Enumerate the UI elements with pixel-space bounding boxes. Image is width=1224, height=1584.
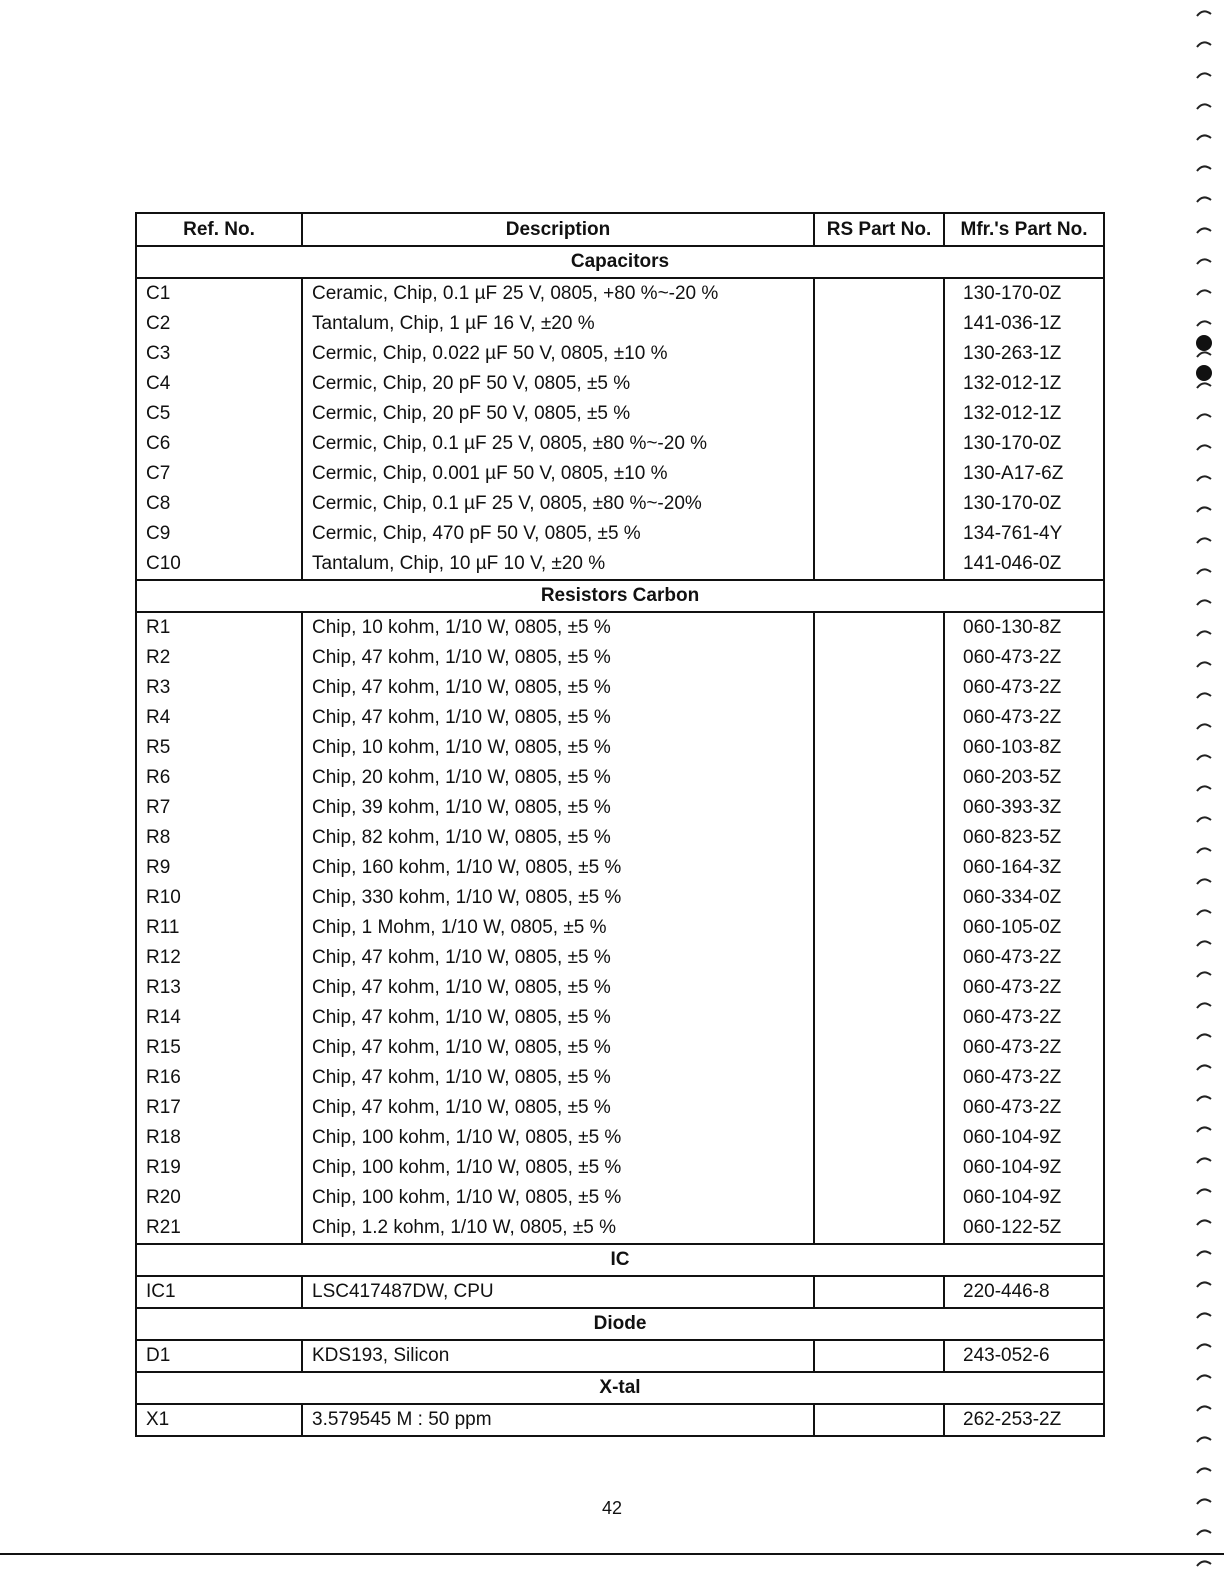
binding-hole-mark (1197, 135, 1211, 140)
binding-hole-filled (1196, 335, 1212, 351)
cell-description: Chip, 20 kohm, 1/10 W, 0805, ±5 % (302, 763, 814, 793)
table-row (136, 1183, 1104, 1213)
cell-description: 3.579545 M : 50 ppm (302, 1404, 814, 1436)
cell-ref-no: R20 (136, 1183, 302, 1213)
table-row (136, 1340, 1104, 1372)
cell-ref-no: R6 (136, 763, 302, 793)
binding-hole-mark (1197, 755, 1211, 760)
table-row (136, 489, 1104, 519)
binding-hole-mark (1197, 414, 1211, 419)
binding-hole-mark (1197, 1344, 1211, 1349)
cell-ref-no: X1 (136, 1404, 302, 1436)
binding-hole-mark (1197, 817, 1211, 822)
cell-ref-no: R3 (136, 673, 302, 703)
cell-ref-no: R18 (136, 1123, 302, 1153)
cell-mfr-part-no: 060-104-9Z (944, 1183, 1104, 1213)
table-row (136, 943, 1104, 973)
cell-mfr-part-no: 060-130-8Z (944, 612, 1104, 643)
binding-hole-mark (1197, 352, 1211, 357)
cell-mfr-part-no: 060-473-2Z (944, 973, 1104, 1003)
binding-hole-mark (1197, 910, 1211, 915)
cell-rs-part-no (814, 1404, 944, 1436)
binding-hole-mark (1197, 1065, 1211, 1070)
cell-rs-part-no (814, 489, 944, 519)
cell-mfr-part-no: 060-473-2Z (944, 1093, 1104, 1123)
binding-hole-mark (1197, 1375, 1211, 1380)
table-row (136, 1153, 1104, 1183)
cell-description: Tantalum, Chip, 10 µF 10 V, ±20 % (302, 549, 814, 580)
cell-description: Chip, 100 kohm, 1/10 W, 0805, ±5 % (302, 1153, 814, 1183)
header-rs-part-no: RS Part No. (814, 213, 944, 246)
cell-rs-part-no (814, 1276, 944, 1308)
cell-mfr-part-no: 262-253-2Z (944, 1404, 1104, 1436)
table-row (136, 763, 1104, 793)
table-row (136, 733, 1104, 763)
cell-description: Chip, 47 kohm, 1/10 W, 0805, ±5 % (302, 973, 814, 1003)
bottom-rule (0, 1553, 1224, 1555)
cell-description: Chip, 47 kohm, 1/10 W, 0805, ±5 % (302, 673, 814, 703)
cell-ref-no: C8 (136, 489, 302, 519)
cell-ref-no: R17 (136, 1093, 302, 1123)
cell-rs-part-no (814, 1033, 944, 1063)
binding-hole-mark (1197, 538, 1211, 543)
table-row (136, 883, 1104, 913)
page-number: 42 (601, 1498, 623, 1518)
cell-mfr-part-no: 060-473-2Z (944, 1063, 1104, 1093)
cell-description: Chip, 47 kohm, 1/10 W, 0805, ±5 % (302, 643, 814, 673)
table-row (136, 519, 1104, 549)
binding-hole-mark (1197, 662, 1211, 667)
cell-description: Chip, 10 kohm, 1/10 W, 0805, ±5 % (302, 733, 814, 763)
cell-rs-part-no (814, 1093, 944, 1123)
binding-hole-mark (1197, 848, 1211, 853)
cell-rs-part-no (814, 853, 944, 883)
table-row (136, 913, 1104, 943)
binding-hole-mark (1197, 1437, 1211, 1442)
cell-rs-part-no (814, 973, 944, 1003)
cell-description: Chip, 47 kohm, 1/10 W, 0805, ±5 % (302, 1003, 814, 1033)
table-row (136, 853, 1104, 883)
cell-ref-no: R10 (136, 883, 302, 913)
cell-ref-no: R5 (136, 733, 302, 763)
binding-hole-mark (1197, 1499, 1211, 1504)
cell-rs-part-no (814, 883, 944, 913)
cell-mfr-part-no: 060-164-3Z (944, 853, 1104, 883)
binding-holes-strip (1194, 0, 1216, 1584)
binding-hole-mark (1197, 1251, 1211, 1256)
cell-mfr-part-no: 130-263-1Z (944, 339, 1104, 369)
table-row (136, 673, 1104, 703)
cell-mfr-part-no: 130-A17-6Z (944, 459, 1104, 489)
cell-rs-part-no (814, 733, 944, 763)
cell-description: Cermic, Chip, 0.1 µF 25 V, 0805, ±80 %~-20 % (302, 429, 814, 459)
binding-hole-mark (1197, 228, 1211, 233)
cell-description: Chip, 1 Mohm, 1/10 W, 0805, ±5 % (302, 913, 814, 943)
cell-description: KDS193, Silicon (302, 1340, 814, 1372)
cell-rs-part-no (814, 823, 944, 853)
cell-rs-part-no (814, 309, 944, 339)
cell-description: Cermic, Chip, 470 pF 50 V, 0805, ±5 % (302, 519, 814, 549)
section-header-row (136, 1308, 1104, 1340)
cell-description: Chip, 82 kohm, 1/10 W, 0805, ±5 % (302, 823, 814, 853)
table-row (136, 309, 1104, 339)
binding-hole-mark (1197, 476, 1211, 481)
binding-hole-mark (1197, 786, 1211, 791)
table-row (136, 703, 1104, 733)
table-row (136, 1003, 1104, 1033)
table-row (136, 1404, 1104, 1436)
table-row (136, 399, 1104, 429)
cell-description: Chip, 1.2 kohm, 1/10 W, 0805, ±5 % (302, 1213, 814, 1244)
cell-description: Chip, 330 kohm, 1/10 W, 0805, ±5 % (302, 883, 814, 913)
cell-description: Cermic, Chip, 20 pF 50 V, 0805, ±5 % (302, 369, 814, 399)
binding-hole-mark (1197, 1561, 1211, 1566)
header-mfr-part-no: Mfr.'s Part No. (944, 213, 1104, 246)
binding-hole-mark (1197, 1158, 1211, 1163)
cell-mfr-part-no: 060-105-0Z (944, 913, 1104, 943)
cell-rs-part-no (814, 943, 944, 973)
cell-rs-part-no (814, 793, 944, 823)
binding-hole-mark (1197, 166, 1211, 171)
cell-mfr-part-no: 060-473-2Z (944, 1033, 1104, 1063)
binding-hole-mark (1197, 1127, 1211, 1132)
cell-mfr-part-no: 243-052-6 (944, 1340, 1104, 1372)
binding-hole-mark (1197, 42, 1211, 47)
binding-hole-mark (1197, 1220, 1211, 1225)
section-title: Resistors Carbon (136, 580, 1104, 612)
cell-mfr-part-no: 130-170-0Z (944, 429, 1104, 459)
binding-hole-mark (1197, 259, 1211, 264)
binding-hole-mark (1197, 1530, 1211, 1535)
header-ref-no: Ref. No. (136, 213, 302, 246)
cell-rs-part-no (814, 703, 944, 733)
cell-mfr-part-no: 060-473-2Z (944, 643, 1104, 673)
cell-ref-no: R14 (136, 1003, 302, 1033)
cell-rs-part-no (814, 673, 944, 703)
binding-hole-mark (1197, 73, 1211, 78)
binding-hole-mark (1197, 972, 1211, 977)
cell-rs-part-no (814, 549, 944, 580)
table-row (136, 459, 1104, 489)
cell-mfr-part-no: 060-122-5Z (944, 1213, 1104, 1244)
binding-hole-mark (1197, 1313, 1211, 1318)
cell-ref-no: IC1 (136, 1276, 302, 1308)
section-title: X-tal (136, 1372, 1104, 1404)
cell-ref-no: R12 (136, 943, 302, 973)
cell-mfr-part-no: 060-473-2Z (944, 943, 1104, 973)
section-title: IC (136, 1244, 1104, 1276)
cell-ref-no: R8 (136, 823, 302, 853)
cell-ref-no: C10 (136, 549, 302, 580)
binding-hole-mark (1197, 197, 1211, 202)
cell-ref-no: C1 (136, 278, 302, 309)
header-description: Description (302, 213, 814, 246)
cell-ref-no: R9 (136, 853, 302, 883)
cell-rs-part-no (814, 1213, 944, 1244)
binding-hole-mark (1197, 11, 1211, 16)
cell-ref-no: C3 (136, 339, 302, 369)
cell-ref-no: R13 (136, 973, 302, 1003)
binding-hole-mark (1197, 724, 1211, 729)
cell-description: Chip, 10 kohm, 1/10 W, 0805, ±5 % (302, 612, 814, 643)
cell-mfr-part-no: 141-046-0Z (944, 549, 1104, 580)
binding-hole-mark (1197, 1189, 1211, 1194)
cell-ref-no: R7 (136, 793, 302, 823)
binding-hole-filled (1196, 365, 1212, 381)
cell-ref-no: C6 (136, 429, 302, 459)
cell-mfr-part-no: 134-761-4Y (944, 519, 1104, 549)
cell-rs-part-no (814, 1153, 944, 1183)
cell-mfr-part-no: 060-104-9Z (944, 1123, 1104, 1153)
binding-hole-mark (1197, 1468, 1211, 1473)
cell-mfr-part-no: 060-103-8Z (944, 733, 1104, 763)
cell-ref-no: C5 (136, 399, 302, 429)
cell-description: Cermic, Chip, 20 pF 50 V, 0805, ±5 % (302, 399, 814, 429)
binding-hole-mark (1197, 569, 1211, 574)
table-row (136, 549, 1104, 580)
cell-mfr-part-no: 060-473-2Z (944, 703, 1104, 733)
binding-hole-mark (1197, 104, 1211, 109)
table-row (136, 1063, 1104, 1093)
cell-description: Cermic, Chip, 0.001 µF 50 V, 0805, ±10 % (302, 459, 814, 489)
cell-description: Chip, 39 kohm, 1/10 W, 0805, ±5 % (302, 793, 814, 823)
table-row (136, 369, 1104, 399)
cell-mfr-part-no: 060-203-5Z (944, 763, 1104, 793)
table-row (136, 973, 1104, 1003)
cell-mfr-part-no: 132-012-1Z (944, 369, 1104, 399)
cell-rs-part-no (814, 913, 944, 943)
table-row (136, 643, 1104, 673)
cell-description: Chip, 47 kohm, 1/10 W, 0805, ±5 % (302, 1033, 814, 1063)
cell-rs-part-no (814, 763, 944, 793)
binding-hole-mark (1197, 631, 1211, 636)
cell-description: Chip, 100 kohm, 1/10 W, 0805, ±5 % (302, 1183, 814, 1213)
table-row (136, 1033, 1104, 1063)
binding-hole-mark (1197, 693, 1211, 698)
cell-rs-part-no (814, 278, 944, 309)
table-row (136, 1276, 1104, 1308)
section-header-row (136, 580, 1104, 612)
cell-ref-no: D1 (136, 1340, 302, 1372)
cell-rs-part-no (814, 1063, 944, 1093)
cell-ref-no: R21 (136, 1213, 302, 1244)
table-row (136, 429, 1104, 459)
section-title: Diode (136, 1308, 1104, 1340)
cell-ref-no: R11 (136, 913, 302, 943)
cell-rs-part-no (814, 429, 944, 459)
table-row (136, 1093, 1104, 1123)
table-row (136, 1213, 1104, 1244)
cell-rs-part-no (814, 612, 944, 643)
section-title: Capacitors (136, 246, 1104, 278)
cell-mfr-part-no: 060-473-2Z (944, 1003, 1104, 1033)
cell-rs-part-no (814, 519, 944, 549)
cell-description: Cermic, Chip, 0.1 µF 25 V, 0805, ±80 %~-20% (302, 489, 814, 519)
cell-ref-no: C4 (136, 369, 302, 399)
binding-hole-mark (1197, 507, 1211, 512)
binding-hole-mark (1197, 600, 1211, 605)
cell-mfr-part-no: 060-334-0Z (944, 883, 1104, 913)
cell-description: Chip, 47 kohm, 1/10 W, 0805, ±5 % (302, 703, 814, 733)
table-row (136, 339, 1104, 369)
cell-description: LSC417487DW, CPU (302, 1276, 814, 1308)
cell-rs-part-no (814, 369, 944, 399)
parts-list-table (135, 212, 1105, 1437)
cell-ref-no: R4 (136, 703, 302, 733)
cell-description: Chip, 47 kohm, 1/10 W, 0805, ±5 % (302, 1063, 814, 1093)
table-header-row (136, 213, 1104, 246)
binding-hole-mark (1197, 941, 1211, 946)
cell-description: Tantalum, Chip, 1 µF 16 V, ±20 % (302, 309, 814, 339)
cell-mfr-part-no: 130-170-0Z (944, 278, 1104, 309)
cell-rs-part-no (814, 399, 944, 429)
cell-ref-no: R16 (136, 1063, 302, 1093)
cell-description: Cermic, Chip, 0.022 µF 50 V, 0805, ±10 % (302, 339, 814, 369)
cell-ref-no: C7 (136, 459, 302, 489)
section-header-row (136, 246, 1104, 278)
parts-table-body (136, 246, 1104, 1436)
cell-description: Chip, 47 kohm, 1/10 W, 0805, ±5 % (302, 943, 814, 973)
table-row (136, 1123, 1104, 1153)
table-row (136, 278, 1104, 309)
cell-mfr-part-no: 132-012-1Z (944, 399, 1104, 429)
cell-ref-no: R19 (136, 1153, 302, 1183)
cell-rs-part-no (814, 1123, 944, 1153)
cell-rs-part-no (814, 459, 944, 489)
cell-mfr-part-no: 130-170-0Z (944, 489, 1104, 519)
table-row (136, 612, 1104, 643)
binding-hole-mark (1197, 1282, 1211, 1287)
binding-hole-mark (1197, 1096, 1211, 1101)
cell-ref-no: R1 (136, 612, 302, 643)
binding-hole-mark (1197, 321, 1211, 326)
cell-mfr-part-no: 060-393-3Z (944, 793, 1104, 823)
binding-hole-mark (1197, 879, 1211, 884)
cell-rs-part-no (814, 1340, 944, 1372)
section-header-row (136, 1372, 1104, 1404)
cell-description: Ceramic, Chip, 0.1 µF 25 V, 0805, +80 %~-20 % (302, 278, 814, 309)
section-header-row (136, 1244, 1104, 1276)
cell-ref-no: C9 (136, 519, 302, 549)
cell-ref-no: R15 (136, 1033, 302, 1063)
binding-hole-mark (1197, 1406, 1211, 1411)
cell-rs-part-no (814, 643, 944, 673)
table-row (136, 823, 1104, 853)
cell-mfr-part-no: 220-446-8 (944, 1276, 1104, 1308)
cell-mfr-part-no: 060-473-2Z (944, 673, 1104, 703)
binding-hole-mark (1197, 1034, 1211, 1039)
table-row (136, 793, 1104, 823)
binding-hole-mark (1197, 1003, 1211, 1008)
cell-rs-part-no (814, 1183, 944, 1213)
binding-hole-mark (1197, 383, 1211, 388)
cell-description: Chip, 100 kohm, 1/10 W, 0805, ±5 % (302, 1123, 814, 1153)
cell-mfr-part-no: 060-823-5Z (944, 823, 1104, 853)
cell-ref-no: C2 (136, 309, 302, 339)
cell-description: Chip, 47 kohm, 1/10 W, 0805, ±5 % (302, 1093, 814, 1123)
cell-rs-part-no (814, 1003, 944, 1033)
cell-mfr-part-no: 141-036-1Z (944, 309, 1104, 339)
cell-ref-no: R2 (136, 643, 302, 673)
cell-rs-part-no (814, 339, 944, 369)
binding-hole-mark (1197, 445, 1211, 450)
binding-hole-mark (1197, 290, 1211, 295)
cell-mfr-part-no: 060-104-9Z (944, 1153, 1104, 1183)
cell-description: Chip, 160 kohm, 1/10 W, 0805, ±5 % (302, 853, 814, 883)
